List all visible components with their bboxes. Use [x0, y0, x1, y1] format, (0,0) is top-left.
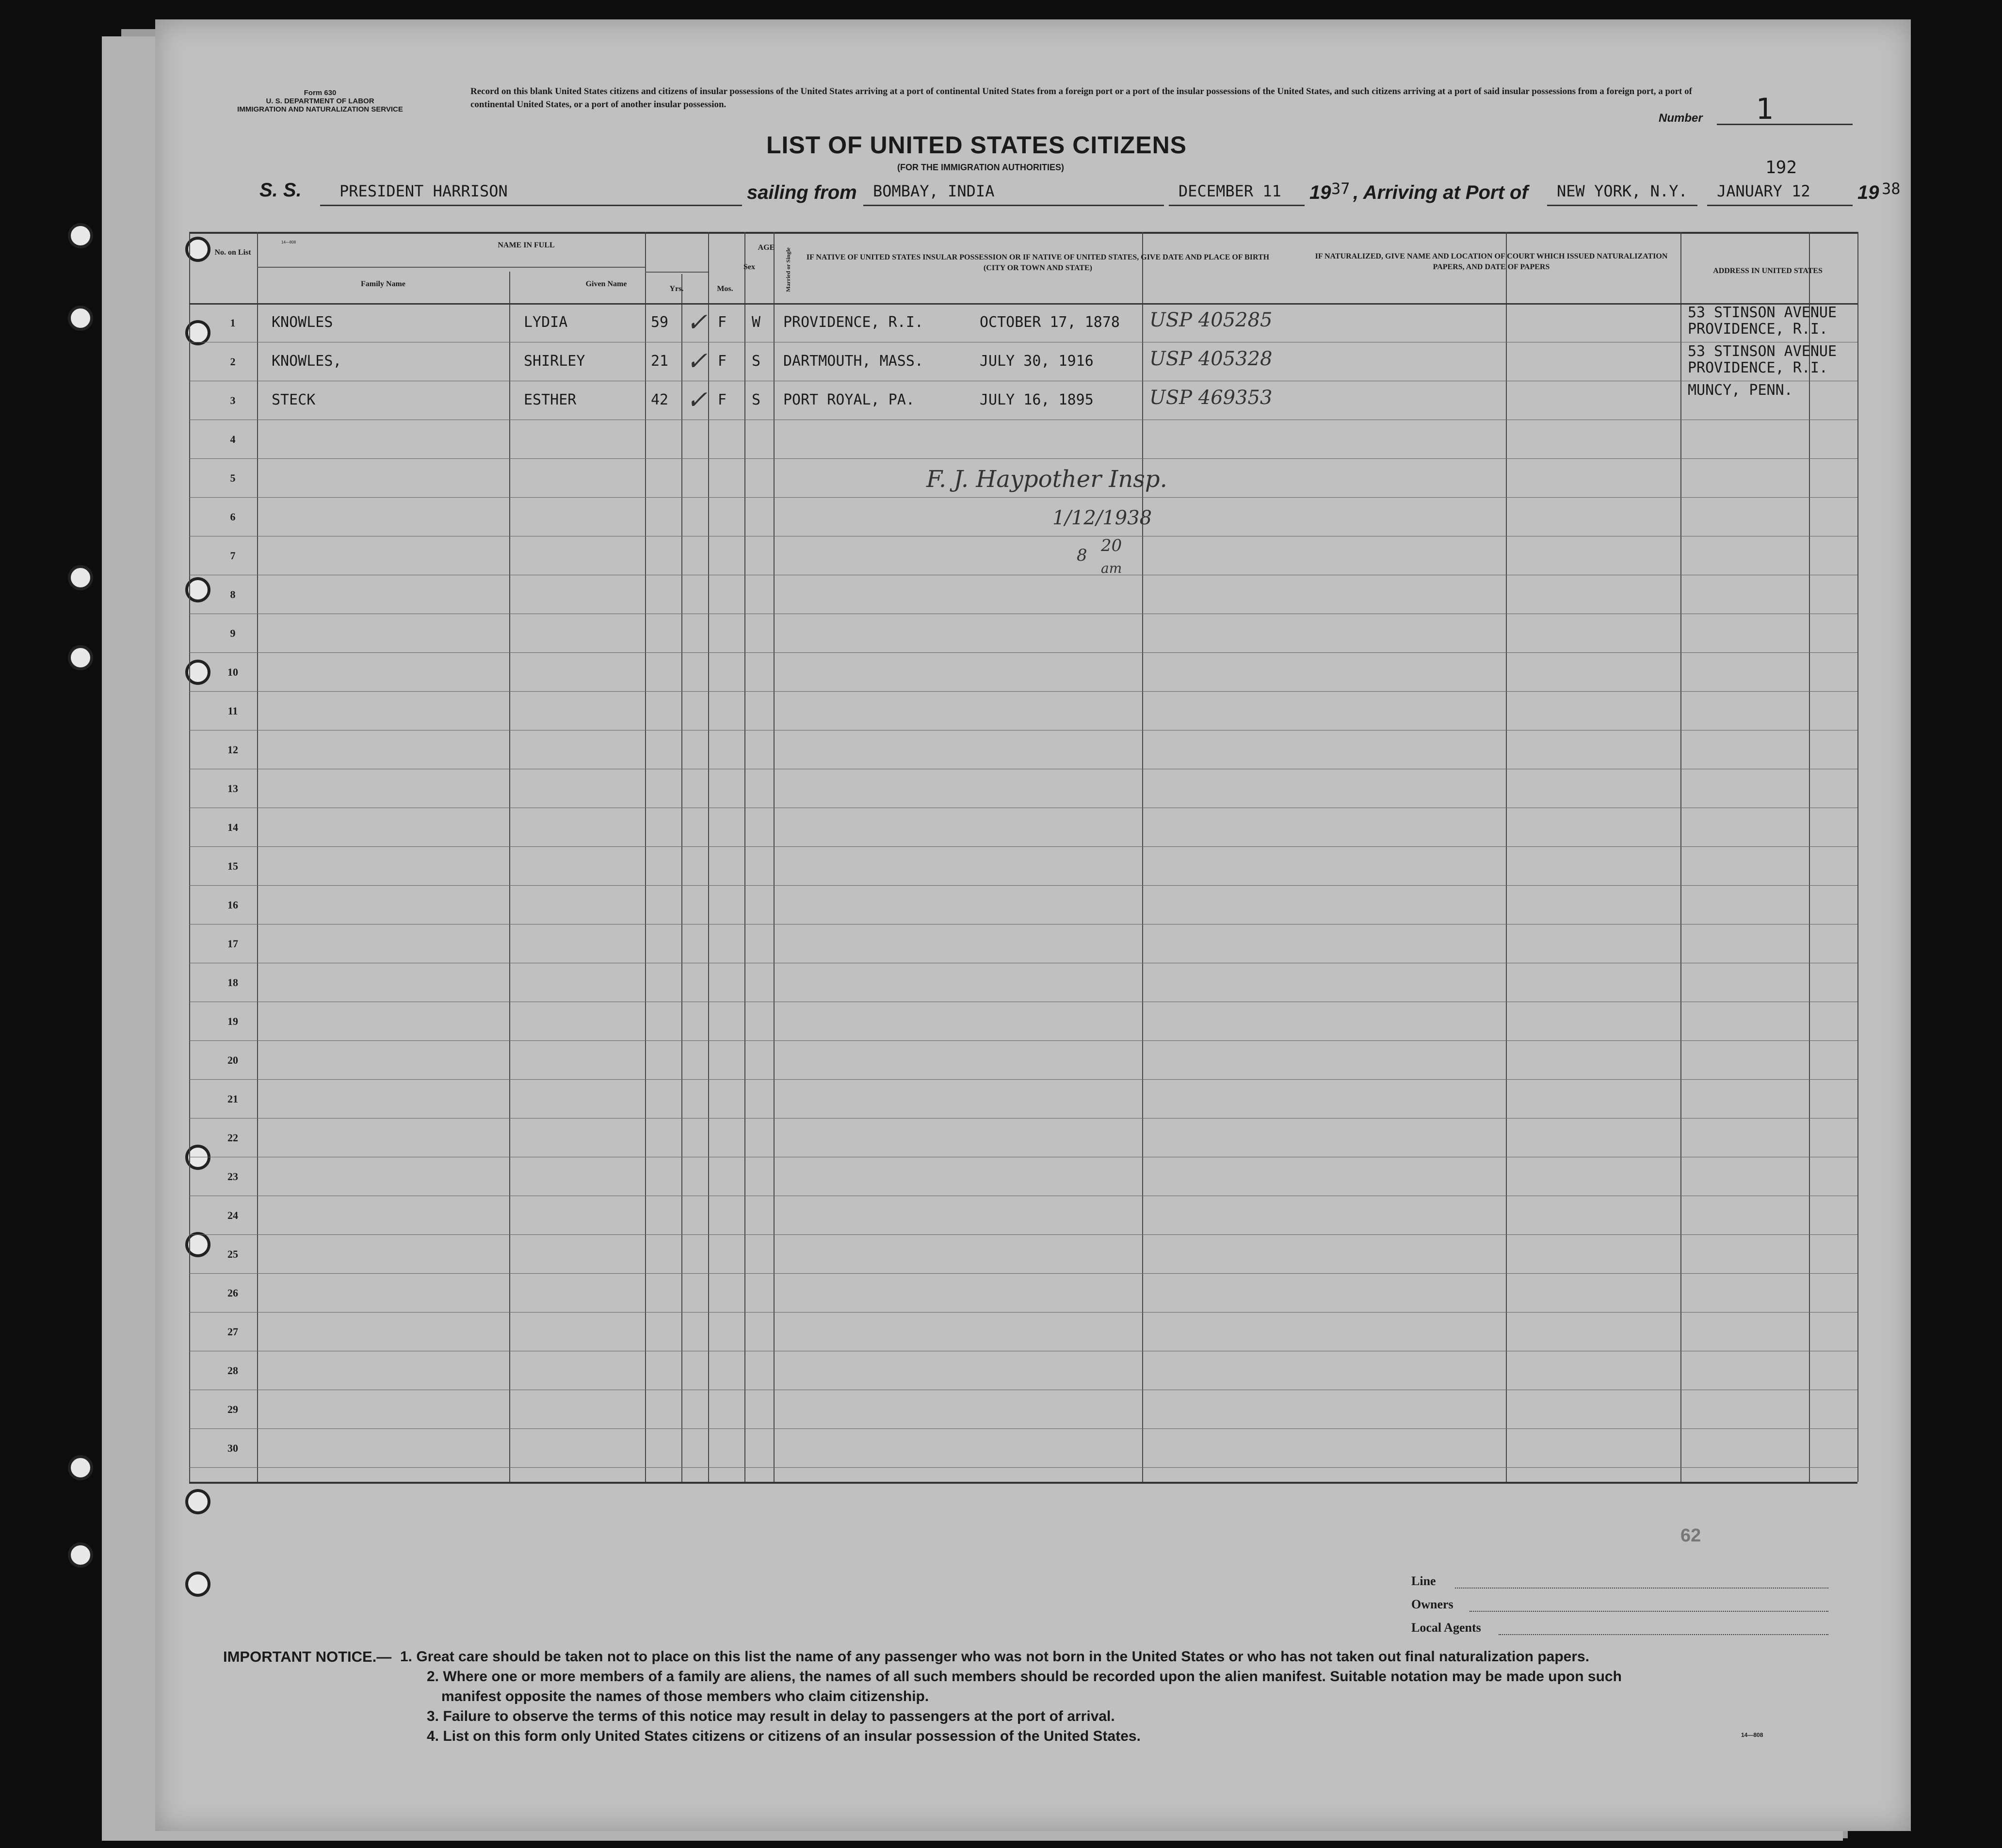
arrival-port-underline — [1547, 205, 1697, 206]
inspection-time-bottom: am — [1101, 560, 1122, 576]
row-number: 11 — [227, 705, 238, 717]
page-hole — [185, 1572, 210, 1597]
column-divider — [681, 274, 682, 1482]
binder-hole — [68, 1455, 93, 1480]
row-number: 9 — [230, 627, 236, 639]
notice-item-4: 4. List on this form only United States citizens or citizens of an insular possession of the United States. — [427, 1728, 1141, 1744]
sailing-label: sailing from — [747, 182, 857, 203]
row-number: 10 — [227, 666, 238, 678]
row-number: 21 — [227, 1093, 238, 1105]
page-title: LIST OF UNITED STATES CITIZENS — [766, 131, 1187, 159]
sex: F — [718, 314, 727, 331]
row-number: 29 — [227, 1403, 238, 1415]
row-divider — [189, 1118, 1857, 1119]
address-line-2: PROVIDENCE, R.I. — [1688, 359, 1828, 376]
notice-item-1: 1. Great care should be taken not to place on this list the name of any passenger who was not born in the United States or who has not taken out final naturalization papers. — [400, 1649, 1590, 1665]
birth-date: JULY 16, 1895 — [980, 391, 1094, 408]
row-number: 8 — [230, 588, 236, 600]
form-number: Form 630 — [304, 89, 337, 97]
number-label: Number — [1659, 112, 1703, 125]
age-months-check: ✓ — [686, 386, 708, 415]
age-years: 42 — [651, 391, 669, 408]
record-instructions: Record on this blank United States citizens and citizens of insular possessions of the United States arriving at a port of continental United States from a foreign port or a port of the insular possessions of the United States, and such citizens arriving at a port of said insular possessions from a foreign port, a port of continental United States, or a port of another insular possession. — [470, 86, 1692, 110]
departure-underline — [863, 205, 1164, 206]
row-number: 3 — [230, 394, 236, 406]
ss-label: S. S. — [259, 179, 302, 201]
col-family-name: Family Name — [361, 280, 405, 288]
print-code: 14—808 — [281, 240, 296, 244]
footer-print-code: 14—808 — [1741, 1732, 1763, 1738]
row-number: 18 — [227, 976, 238, 989]
inspector-signature: F. J. Haypother Insp. — [926, 466, 1167, 493]
notice-item-2-continued: manifest opposite the names of those members who claim citizenship. — [441, 1688, 929, 1704]
row-divider — [189, 1467, 1857, 1468]
address-line-1: 53 STINSON AVENUE — [1688, 304, 1837, 321]
marital-status: S — [752, 353, 761, 370]
table-bottom-border — [189, 1482, 1857, 1484]
notice-heading: IMPORTANT NOTICE.— — [223, 1648, 392, 1665]
row-divider — [189, 846, 1857, 847]
address-line-2: PROVIDENCE, R.I. — [1688, 321, 1828, 338]
row-divider — [189, 458, 1857, 459]
row-number: 25 — [227, 1248, 238, 1260]
given-name: SHIRLEY — [524, 353, 585, 370]
birth-place: PROVIDENCE, R.I. — [783, 314, 923, 331]
sex: F — [718, 391, 727, 408]
arriving-label: , Arriving at Port of — [1353, 182, 1528, 203]
marital-status: W — [752, 314, 761, 331]
row-divider — [189, 691, 1857, 692]
page-hole — [185, 1489, 210, 1514]
arrival-year-prefix: 19 — [1857, 182, 1879, 203]
row-number: 7 — [230, 550, 236, 562]
row-number: 16 — [227, 899, 238, 911]
row-number: 2 — [230, 356, 236, 368]
number-value: 1 — [1756, 92, 1774, 126]
department-name: U. S. DEPARTMENT OF LABOR — [266, 97, 374, 105]
address-line-1: 53 STINSON AVENUE — [1688, 343, 1837, 360]
row-number: 14 — [227, 821, 238, 833]
row-number: 12 — [227, 744, 238, 756]
arrival-date: JANUARY 12 — [1717, 182, 1810, 200]
birth-place: DARTMOUTH, MASS. — [783, 353, 923, 370]
departure-year-suffix: 37 — [1331, 179, 1350, 198]
line-underline — [1455, 1588, 1828, 1589]
agents-label: Local Agents — [1411, 1621, 1481, 1635]
birth-date: JULY 30, 1916 — [980, 353, 1094, 370]
family-name: STECK — [272, 391, 316, 408]
marital-status: S — [752, 391, 761, 408]
owners-underline — [1469, 1611, 1828, 1612]
departure-date: DECEMBER 11 — [1179, 182, 1281, 200]
col-married-single: Married or Single — [785, 247, 791, 292]
binder-hole — [68, 565, 93, 590]
departure-year-prefix: 19 — [1309, 182, 1331, 203]
arrival-date-underline — [1707, 205, 1853, 206]
name-header-divider — [257, 267, 645, 268]
row-number: 13 — [227, 782, 238, 794]
table-top-border — [189, 232, 1857, 234]
naturalization-papers: USP 405328 — [1149, 348, 1273, 370]
column-divider — [1857, 232, 1858, 1482]
col-no: No. on List — [214, 248, 251, 257]
row-divider — [189, 885, 1857, 886]
row-number: 17 — [227, 938, 238, 950]
ship-underline — [320, 205, 742, 206]
inspection-date: 1/12/1938 — [1052, 507, 1152, 529]
notice-item-3: 3. Failure to observe the terms of this notice may result in delay to passengers at the port of arrival. — [427, 1708, 1115, 1724]
col-given-name: Given Name — [585, 280, 627, 288]
binder-hole — [68, 645, 93, 670]
binder-hole — [68, 1542, 93, 1568]
family-name: KNOWLES — [272, 314, 333, 331]
page-number: 192 — [1765, 158, 1797, 178]
row-divider — [189, 1040, 1857, 1041]
row-number: 5 — [230, 472, 236, 484]
given-name: LYDIA — [524, 314, 568, 331]
address-line-1: MUNCY, PENN. — [1688, 382, 1793, 399]
row-number: 1 — [230, 317, 236, 329]
age-header-divider — [645, 272, 708, 273]
col-naturalized: IF NATURALIZED, GIVE NAME AND LOCATION OF COURT WHICH ISSUED NATURALIZATION PAPERS, AND DATE OF PAPERS — [1315, 252, 1668, 271]
inspection-time-top: 20 — [1101, 536, 1122, 555]
row-number: 15 — [227, 860, 238, 872]
age-months-check: ✓ — [686, 347, 708, 376]
row-divider — [189, 1079, 1857, 1080]
row-number: 30 — [227, 1442, 238, 1454]
page-subtitle: (FOR THE IMMIGRATION AUTHORITIES) — [897, 162, 1064, 172]
departure-port: BOMBAY, INDIA — [873, 182, 995, 200]
header-bottom-border — [189, 303, 1857, 305]
row-number: 24 — [227, 1209, 238, 1221]
row-number: 26 — [227, 1287, 238, 1299]
row-divider — [189, 1428, 1857, 1429]
row-number: 6 — [230, 511, 236, 523]
col-address: ADDRESS IN UNITED STATES — [1713, 267, 1823, 275]
number-underline — [1717, 124, 1853, 125]
family-name: KNOWLES, — [272, 353, 342, 370]
manifest-page — [155, 19, 1911, 1831]
naturalization-papers: USP 469353 — [1149, 387, 1273, 409]
row-number: 19 — [227, 1015, 238, 1027]
age-years: 21 — [651, 353, 669, 370]
row-number: 28 — [227, 1364, 238, 1377]
arrival-year-suffix: 38 — [1882, 179, 1901, 198]
row-number: 20 — [227, 1054, 238, 1066]
age-years: 59 — [651, 314, 669, 331]
given-name: ESTHER — [524, 391, 577, 408]
margin-number: 62 — [1680, 1525, 1701, 1546]
birth-place: PORT ROYAL, PA. — [783, 391, 915, 408]
row-divider — [189, 497, 1857, 498]
form-identifier — [199, 89, 441, 113]
agents-underline — [1499, 1634, 1828, 1635]
departure-date-underline — [1169, 205, 1305, 206]
inspection-time-left: 8 — [1077, 546, 1087, 565]
row-number: 27 — [227, 1326, 238, 1338]
owners-label: Owners — [1411, 1597, 1453, 1611]
arrival-port: NEW YORK, N.Y. — [1557, 182, 1688, 200]
sex: F — [718, 353, 727, 370]
column-divider — [509, 272, 510, 1482]
age-months-check: ✓ — [686, 308, 708, 337]
row-divider — [189, 1312, 1857, 1313]
notice-item-2: 2. Where one or more members of a family are aliens, the names of all such members should be recorded upon the alien manifest. Suitable notation may be made upon such — [427, 1669, 1622, 1685]
col-age: AGE — [758, 243, 775, 252]
birth-date: OCTOBER 17, 1878 — [980, 314, 1120, 331]
row-divider — [189, 652, 1857, 653]
col-sex: Sex — [743, 263, 755, 271]
row-divider — [189, 1234, 1857, 1235]
naturalization-papers: USP 405285 — [1149, 309, 1273, 331]
col-months: Mos. — [717, 285, 733, 293]
row-number: 23 — [227, 1170, 238, 1183]
col-name-in-full: NAME IN FULL — [498, 241, 555, 249]
binder-hole — [68, 223, 93, 248]
row-number: 22 — [227, 1132, 238, 1144]
row-number: 4 — [230, 433, 236, 445]
row-divider — [189, 1273, 1857, 1274]
col-birth: IF NATIVE OF UNITED STATES INSULAR POSSESSION OR IF NATIVE OF UNITED STATES, GIVE DATE AND PLACE OF BIRTH (CITY OR TOWN AND STATE) — [806, 253, 1270, 272]
ship-name: PRESIDENT HARRISON — [339, 182, 508, 200]
line-label: Line — [1411, 1574, 1436, 1588]
binder-hole — [68, 306, 93, 331]
col-years: Yrs. — [669, 285, 684, 293]
service-name: IMMIGRATION AND NATURALIZATION SERVICE — [237, 105, 403, 113]
